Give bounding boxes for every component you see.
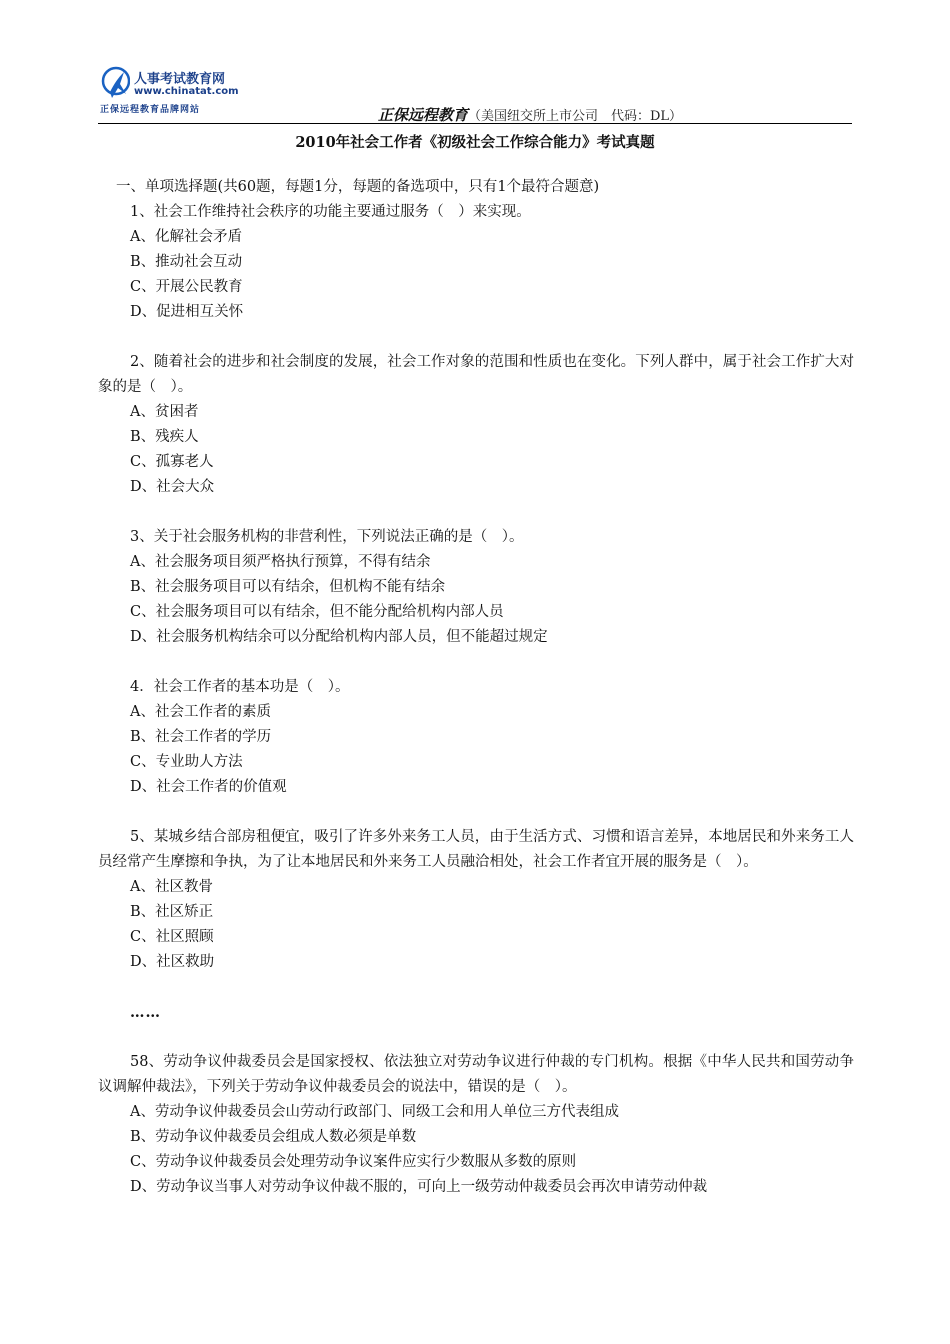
- question-2: [98, 350, 854, 500]
- question-stem: 4．社会工作者的基本功是（ ）。: [130, 679, 350, 695]
- option-b: B、社会工作者的学历: [130, 729, 272, 745]
- option-b: B、推动社会互动: [130, 254, 243, 270]
- option-d: D、社会服务机构结余可以分配给机构内部人员，但不能超过规定: [130, 629, 548, 645]
- question-58: [98, 1050, 854, 1200]
- header-brand: [378, 104, 682, 125]
- question-stem: 1、社会工作维持社会秩序的功能主要通过服务（ ）来实现。: [130, 204, 531, 220]
- brand-note: （美国纽交所上市公司 代码：DL）: [467, 109, 682, 124]
- option-a: A、社会服务项目须严格执行预算，不得有结余: [130, 554, 431, 570]
- option-b: B、社区矫正: [130, 904, 214, 920]
- question-stem: 5、某城乡结合部房租便宜，吸引了许多外来务工人员，由于生活方式、习惯和语言差异，本地居民和外来务工人员经常产生摩擦和争执，为了让本地居民和外来务工人员融洽相处，社会工作者宜开展的服务是（ ）。: [98, 829, 854, 870]
- question-stem: 3、关于社会服务机构的非营利性，下列说法正确的是（ ）。: [130, 529, 524, 545]
- option-b: B、社会服务项目可以有结余，但机构不能有结余: [130, 579, 446, 595]
- spacer: [98, 325, 854, 350]
- logo-tagline: 正保远程教育品牌网站: [100, 105, 201, 115]
- document-title: 2010年社会工作者《初级社会工作综合能力》考试真题: [295, 134, 655, 151]
- option-c: C、专业助人方法: [130, 754, 243, 770]
- logo-title: 人事考试教育网: [134, 72, 226, 87]
- option-c: C、社区照顾: [130, 929, 214, 945]
- spacer: [98, 975, 854, 1000]
- omitted-questions-ellipsis: ……: [130, 1004, 161, 1021]
- option-a: A、社区教骨: [130, 879, 213, 895]
- option-d: D、劳动争议当事人对劳动争议仲裁不服的，可向上一级劳动仲裁委员会再次申请劳动仲裁: [130, 1179, 708, 1195]
- option-b: B、劳动争议仲裁委员会组成人数必须是单数: [130, 1129, 417, 1145]
- option-a: A、劳动争议仲裁委员会山劳动行政部门、同级工会和用人单位三方代表组成: [130, 1104, 619, 1120]
- question-3: [98, 525, 854, 650]
- question-stem: 58、劳动争议仲裁委员会是国家授权、依法独立对劳动争议进行仲裁的专门机构。根据《中华人民共和国劳动争议调解仲裁法》，下列关于劳动争议仲裁委员会的说法中，错误的是（ ）。: [98, 1054, 854, 1095]
- logo-url: www.chinatat.com: [134, 86, 239, 97]
- spacer: [98, 500, 854, 525]
- question-5: [98, 825, 854, 975]
- header-divider: [98, 123, 852, 124]
- option-b: B、残疾人: [130, 429, 199, 445]
- option-a: A、社会工作者的素质: [130, 704, 271, 720]
- option-d: D、社会大众: [130, 479, 215, 495]
- option-c: C、孤寡老人: [130, 454, 214, 470]
- option-a: A、化解社会矛盾: [130, 229, 242, 245]
- option-c: C、劳动争议仲裁委员会处理劳动争议案件应实行少数服从多数的原则: [130, 1154, 577, 1170]
- spacer: [98, 800, 854, 825]
- option-d: D、社区救助: [130, 954, 215, 970]
- exam-content: [98, 175, 854, 1200]
- option-c: C、开展公民教育: [130, 279, 243, 295]
- option-d: D、社会工作者的价值观: [130, 779, 287, 795]
- question-4: [98, 675, 854, 800]
- question-1: [98, 200, 854, 325]
- option-c: C、社会服务项目可以有结余，但不能分配给机构内部人员: [130, 604, 504, 620]
- site-logo: [100, 66, 270, 116]
- question-stem: 2、随着社会的进步和社会制度的发展，社会工作对象的范围和性质也在变化。下列人群中，属于社会工作扩大对象的是（ ）。: [98, 354, 854, 395]
- spacer: [98, 650, 854, 675]
- option-d: D、促进相互关怀: [130, 304, 244, 320]
- brand-name: 正保远程教育: [377, 106, 468, 124]
- section-heading: 一、单项选择题(共60题，每题1分，每题的备选项中，只有1个最符合题意): [116, 179, 600, 195]
- option-a: A、贫困者: [130, 404, 199, 420]
- spacer: [98, 1025, 854, 1050]
